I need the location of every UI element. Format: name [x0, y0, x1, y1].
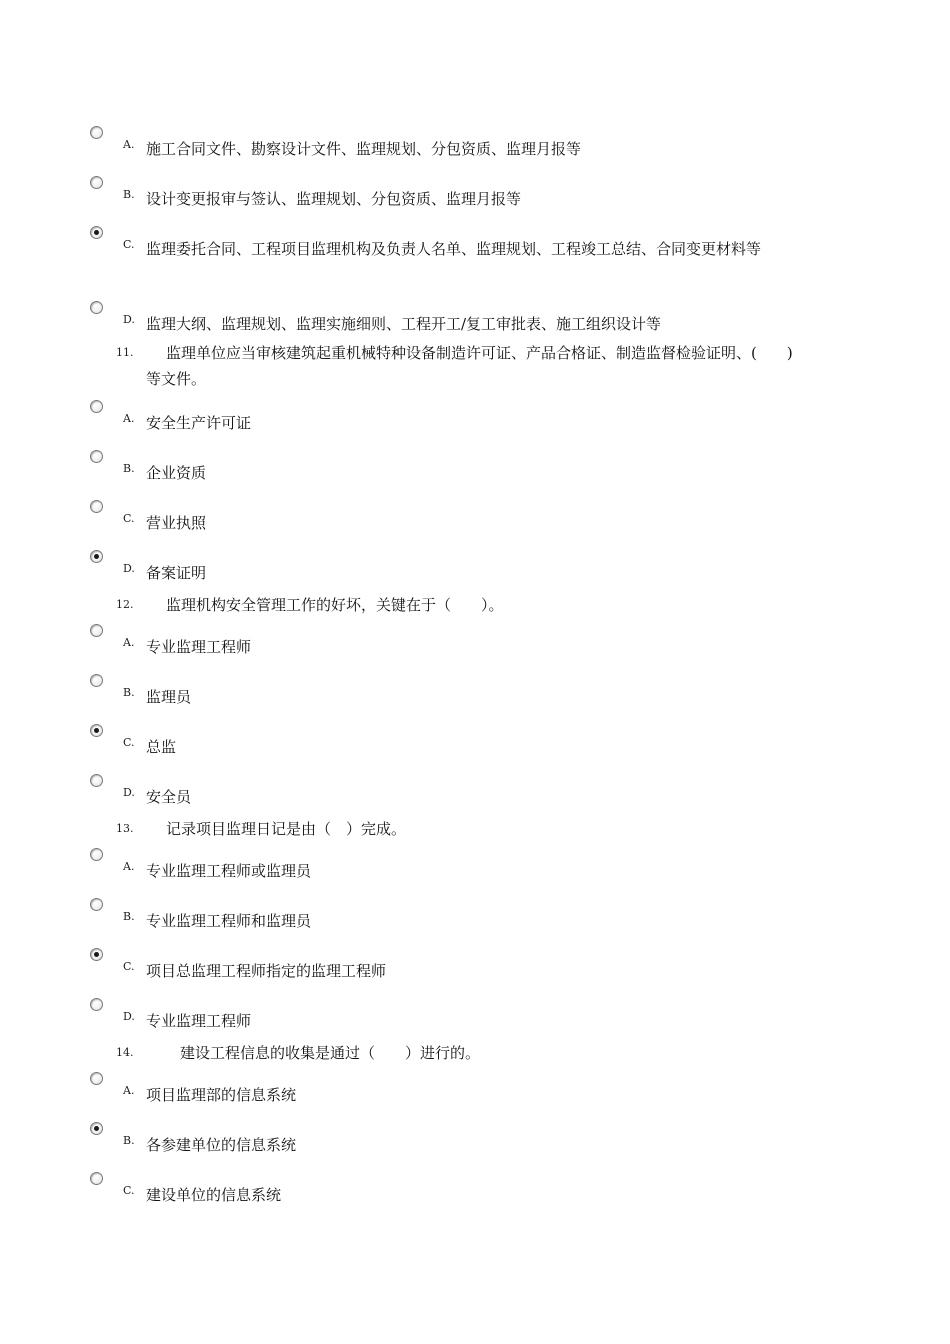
option-letter: A.	[123, 138, 135, 151]
option-letter: A.	[123, 636, 135, 649]
question-text: 监理机构安全管理工作的好坏，关键在于（ ）。	[166, 596, 504, 614]
radio-button[interactable]	[90, 176, 103, 189]
radio-selected-dot-icon	[94, 952, 99, 957]
option-letter: B.	[123, 462, 135, 475]
option-letter: C.	[123, 1184, 135, 1197]
option-text: 安全员	[146, 788, 192, 806]
radio-selected-dot-icon	[94, 728, 99, 733]
radio-selected-dot-icon	[94, 230, 99, 235]
radio-button[interactable]	[90, 450, 103, 463]
option-text: 监理大纲、监理规划、监理实施细则、工程开工/复工审批表、施工组织设计等	[146, 315, 662, 333]
option-letter: C.	[123, 512, 135, 525]
question-text: 建设工程信息的收集是通过（ ）进行的。	[180, 1044, 481, 1062]
radio-button[interactable]	[90, 848, 103, 861]
option-text: 施工合同文件、勘察设计文件、监理规划、分包资质、监理月报等	[146, 140, 582, 158]
radio-selected-dot-icon	[94, 554, 99, 559]
option-letter: C.	[123, 238, 135, 251]
option-letter: A.	[123, 1084, 135, 1097]
radio-button[interactable]	[90, 674, 103, 687]
option-letter: D.	[123, 313, 135, 326]
question-number: 14.	[116, 1046, 134, 1059]
question-number: 12.	[116, 598, 134, 611]
radio-button[interactable]	[90, 550, 103, 563]
radio-button[interactable]	[90, 1172, 103, 1185]
option-letter: B.	[123, 188, 135, 201]
option-text: 企业资质	[146, 464, 207, 482]
radio-button[interactable]	[90, 1122, 103, 1135]
radio-button[interactable]	[90, 500, 103, 513]
radio-button[interactable]	[90, 624, 103, 637]
radio-button[interactable]	[90, 948, 103, 961]
option-text: 专业监理工程师或监理员	[146, 862, 312, 880]
radio-button[interactable]	[90, 724, 103, 737]
option-text: 营业执照	[146, 514, 207, 532]
option-letter: C.	[123, 736, 135, 749]
radio-button[interactable]	[90, 226, 103, 239]
option-letter: D.	[123, 562, 135, 575]
question-number: 11.	[116, 346, 134, 359]
option-text: 专业监理工程师	[146, 1012, 252, 1030]
option-text: 各参建单位的信息系统	[146, 1136, 297, 1154]
radio-button[interactable]	[90, 126, 103, 139]
radio-button[interactable]	[90, 301, 103, 314]
question-number: 13.	[116, 822, 134, 835]
radio-button[interactable]	[90, 898, 103, 911]
option-letter: B.	[123, 910, 135, 923]
option-text: 专业监理工程师和监理员	[146, 912, 312, 930]
radio-button[interactable]	[90, 1072, 103, 1085]
option-letter: A.	[123, 860, 135, 873]
option-letter: C.	[123, 960, 135, 973]
option-text: 专业监理工程师	[146, 638, 252, 656]
option-text: 建设单位的信息系统	[146, 1186, 282, 1204]
radio-selected-dot-icon	[94, 1126, 99, 1131]
option-letter: B.	[123, 686, 135, 699]
option-letter: B.	[123, 1134, 135, 1147]
radio-button[interactable]	[90, 774, 103, 787]
option-text: 项目监理部的信息系统	[146, 1086, 297, 1104]
option-letter: A.	[123, 412, 135, 425]
question-text: 记录项目监理日记是由（ ）完成。	[166, 820, 407, 838]
option-text: 监理员	[146, 688, 192, 706]
option-text: 安全生产许可证	[146, 414, 252, 432]
option-text: 备案证明	[146, 564, 207, 582]
option-text: 总监	[146, 738, 177, 756]
option-letter: D.	[123, 786, 135, 799]
option-letter: D.	[123, 1010, 135, 1023]
radio-button[interactable]	[90, 998, 103, 1011]
option-text: 设计变更报审与签认、监理规划、分包资质、监理月报等	[146, 190, 522, 208]
radio-button[interactable]	[90, 400, 103, 413]
question-text: 监理单位应当审核建筑起重机械特种设备制造许可证、产品合格证、制造监督检验证明、( )等文件。	[146, 344, 793, 388]
option-text: 监理委托合同、工程项目监理机构及负责人名单、监理规划、工程竣工总结、合同变更材料等	[146, 240, 762, 258]
option-text: 项目总监理工程师指定的监理工程师	[146, 962, 387, 980]
